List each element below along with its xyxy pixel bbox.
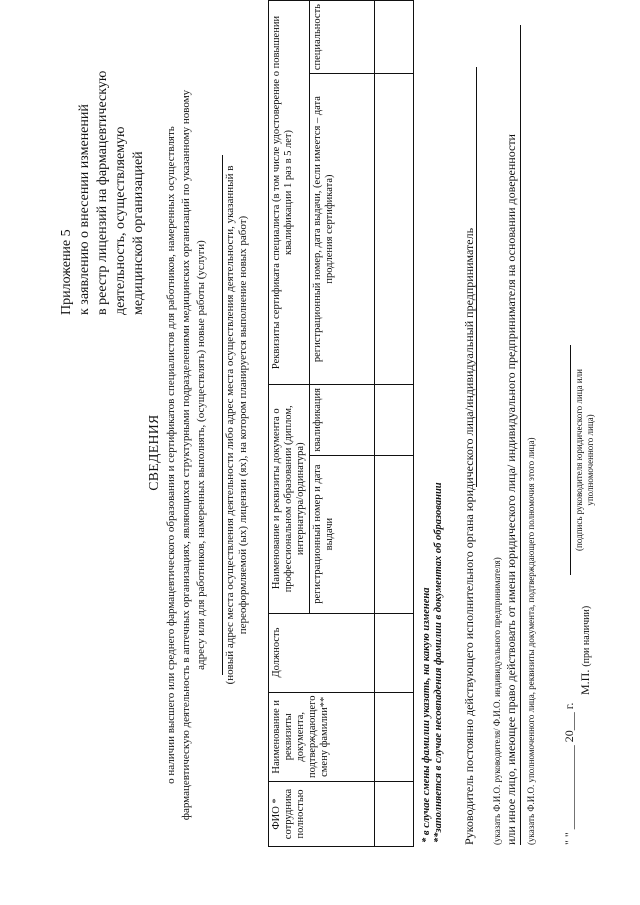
col-cert-spec: специальность	[310, 1, 375, 74]
footnote: * в случае смены фамилии указать, на какую изменена	[421, 587, 432, 843]
col-fio: ФИО * сотрудника полностью	[269, 782, 375, 847]
other-person-caption: (указать Ф.И.О. уполномоченного лица, реквизиты документа, подтверждающего полномочия этого лица)	[526, 437, 536, 845]
signature-line[interactable]	[570, 345, 571, 575]
other-person-line[interactable]	[520, 25, 521, 845]
table-cell[interactable]	[375, 455, 414, 613]
annex-line: Приложение 5	[59, 229, 74, 315]
table-header-row	[269, 1, 310, 847]
stamp-note: (при наличии)	[581, 605, 592, 667]
annex-line: к заявлению о внесении изменений	[77, 104, 92, 315]
table-cell[interactable]	[375, 1, 414, 74]
table-cell[interactable]	[375, 385, 414, 456]
annex-line: деятельность, осуществляемую	[113, 126, 128, 315]
other-person-label: или иное лицо, имеющее право действовать от имени юридического лица/ индивидуального предпринимателя на основании доверенности	[504, 134, 518, 845]
document-title: СВЕДЕНИЯ	[146, 414, 161, 491]
director-caption: (указать Ф.И.О. руководителя/ Ф.И.О. индивидуального предпринимателя)	[492, 557, 502, 845]
col-education: Наименование и реквизиты документа о профессиональном образовании (диплом, интернатура/ординатура)	[269, 385, 310, 614]
annex-line: в реестр лицензий на фармацевтическую	[95, 70, 110, 315]
date-field[interactable]: " " ______________ 20___ г.	[562, 702, 576, 845]
col-position: Должность	[269, 613, 375, 692]
annex-line: медицинской организацией	[131, 151, 146, 315]
signature-caption: (подпись руководителя юридического лица или уполномоченного лица)	[574, 369, 595, 551]
col-certificate: Реквизиты сертификата специалиста (в том числе удостоверение о повышении квалификации 1 раз в 5 лет)	[269, 1, 310, 385]
new-address-line[interactable]	[222, 155, 223, 675]
director-label: Руководитель постоянно действующего исполнительного органа юридического лица/индивидуальный предприниматель	[462, 227, 476, 845]
stamp-label: М.П.	[578, 669, 592, 695]
col-name-change: Наименование и реквизиты документа, подтверждающего смену фамилии**	[269, 692, 375, 781]
table-row	[375, 1, 414, 847]
col-edu-reg: регистрационный номер и дата выдачи	[310, 455, 375, 613]
table-cell[interactable]	[375, 692, 414, 781]
annex-header	[58, 15, 148, 315]
staff-table	[268, 0, 414, 847]
footnote: **заполняется в случае несовпадения фамилии в документах об образовании	[433, 482, 444, 843]
stamp-place	[578, 606, 593, 695]
intro-text: о наличии высшего или среднего фармацевтического образования и сертификатов специалистов для работников, намеренных осуществлять фармацевтическую деятельность в аптечных организациях, являющихся структурными подразделениями медицинских организаций по указанному новому адресу или для работников, намеренных выполнять, (осуществлять) новые работы (услуги)	[165, 89, 207, 821]
footnotes	[421, 482, 445, 843]
table-cell[interactable]	[375, 782, 414, 847]
new-address-caption: (новый адрес места осуществления деятельности либо адрес места осуществления деятельности, указанный в переоформляемой (ых) лицензии (ях), на котором планируется выполнение новых работ)	[224, 165, 249, 685]
table-cell[interactable]	[375, 613, 414, 692]
director-name-line[interactable]	[476, 67, 477, 487]
col-edu-qual: квалификация	[310, 385, 375, 456]
table-cell[interactable]	[375, 74, 414, 385]
col-cert-reg: регистрационный номер, дата выдачи, (если имеется – дата продления сертификата)	[310, 74, 375, 385]
